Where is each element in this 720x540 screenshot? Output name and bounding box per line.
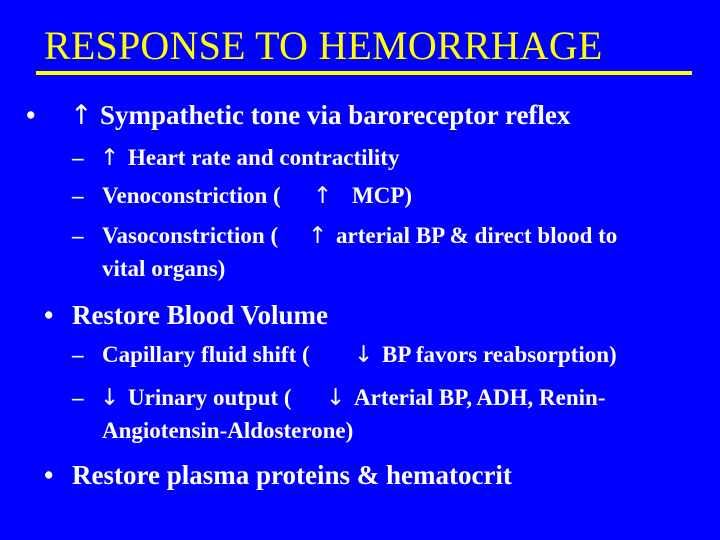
- dash-marker: –: [72, 183, 84, 208]
- sub-item-urinary-output: Urinary output (: [128, 385, 292, 410]
- down-arrow-icon: ↓: [100, 385, 120, 411]
- bullet-marker: •: [44, 300, 54, 330]
- sub-item-heart-rate: Heart rate and contractility: [128, 145, 400, 170]
- slide-title: RESPONSE TO HEMORRHAGE: [44, 23, 603, 68]
- sub-item-venoconstriction-mcp: MCP): [352, 183, 413, 208]
- bullet-marker: •: [26, 100, 36, 130]
- up-arrow-icon: ↑: [100, 145, 120, 171]
- sub-item-vasoconstriction: Vasoconstriction (: [102, 223, 279, 248]
- dash-marker: –: [72, 145, 84, 170]
- bullet-marker: •: [44, 460, 54, 490]
- up-arrow-icon: ↑: [313, 183, 333, 209]
- up-arrow-icon: ↑: [70, 100, 93, 131]
- bullet-heading-restore-plasma: Restore plasma proteins & hematocrit: [72, 460, 512, 490]
- dash-marker: –: [72, 385, 84, 410]
- down-arrow-icon: ↓: [354, 342, 374, 368]
- bullet-heading-restore-blood-volume: Restore Blood Volume: [72, 300, 329, 330]
- dash-marker: –: [72, 223, 84, 248]
- sub-item-venoconstriction: Venoconstriction (: [102, 183, 281, 208]
- bullet-heading-sympathetic: Sympathetic tone via baroreceptor reflex: [100, 100, 571, 130]
- title-underline: [36, 71, 692, 75]
- sub-item-urinary-output-continued: Angiotensin-Aldosterone): [102, 418, 354, 443]
- dash-marker: –: [72, 342, 84, 367]
- sub-item-capillary-shift-effect: BP favors reabsorption): [382, 342, 617, 367]
- sub-item-vasoconstriction-effect: arterial BP & direct blood to: [336, 223, 618, 248]
- sub-item-vasoconstriction-continued: vital organs): [102, 256, 226, 281]
- down-arrow-icon: ↓: [326, 385, 346, 411]
- sub-item-urinary-output-causes: Arterial BP, ADH, Renin-: [354, 385, 606, 410]
- up-arrow-icon: ↑: [308, 223, 328, 249]
- sub-item-capillary-shift: Capillary fluid shift (: [102, 342, 310, 367]
